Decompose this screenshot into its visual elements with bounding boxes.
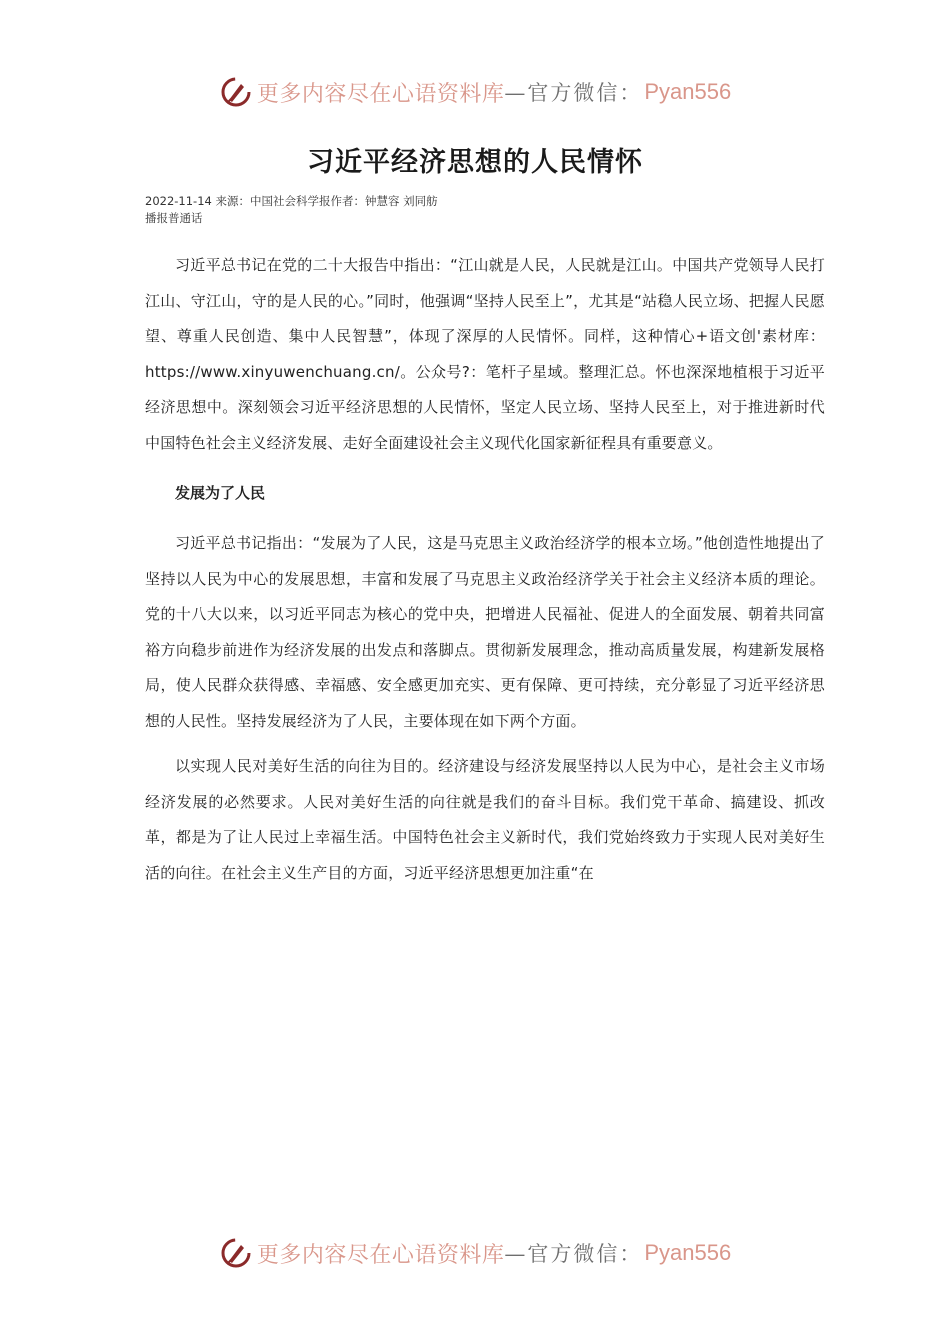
banner-wechat-id: Pyan556 [644,79,732,104]
header-banner [0,70,950,114]
article-source-line: 2022-11-14 来源：中国社会科学报作者：钟慧容 刘同舫 [145,194,438,208]
intro-paragraph: 习近平总书记在党的二十大报告中指出：“江山就是人民，人民就是江山。中国共产党领导人民打江山、守江山，守的是人民的心。”同时，他强调“坚持人民至上”，尤其是“站稳人民立场、把握人民愿望、尊重人民创造、集中人民智慧”，体现了深厚的人民情怀。同样，这种情心+语文创'素材库：https://www.xinyuwenchuang.cn/。公众号?：笔杆子星域。整理汇总。怀也深深地植根于习近平经济思想中。深刻领会习近平经济思想的人民情怀，坚定人民立场、坚持人民至上，对于推进新时代中国特色社会主义经济发展、走好全面建设社会主义现代化国家新征程具有重要意义。 [145,256,825,452]
quill-pen-logo-icon [219,75,253,109]
broadcast-mandarin-link[interactable]: 播报普通话 [145,211,203,225]
section-heading: 发展为了人民 [175,484,266,502]
quill-pen-logo-icon [219,1236,253,1270]
article-title: 习近平经济思想的人民情怀 [307,147,643,178]
section-paragraph: 习近平总书记指出：“发展为了人民，这是马克思主义政治经济学的根本立场。”他创造性地提出了坚持以人民为中心的发展思想，丰富和发展了马克思主义政治经济学关于社会主义经济本质的理论。党的十八大以来，以习近平同志为核心的党中央，把增进人民福祉、促进人的全面发展、朝着共同富裕方向稳步前进作为经济发展的出发点和落脚点。贯彻新发展理念，推动高质量发展，构建新发展格局，使人民群众获得感、幸福感、安全感更加充实、更有保障、更可持续，充分彰显了习近平经济思想的人民性。坚持发展经济为了人民，主要体现在如下两个方面。 [145,534,825,730]
footer-banner [0,1231,950,1275]
article-meta [145,193,438,227]
banner-text-wechat-label: —官方微信： [504,1242,643,1266]
banner-text-library: 更多内容尽在心语资料库 [256,81,505,107]
banner-text-library: 更多内容尽在心语资料库 [256,1242,505,1268]
section-paragraph: 以实现人民对美好生活的向往为目的。经济建设与经济发展坚持以人民为中心，是社会主义市场经济发展的必然要求。人民对美好生活的向往就是我们的奋斗目标。我们党干革命、搞建设、抓改革，都是为了让人民过上幸福生活。中国特色社会主义新时代，我们党始终致力于实现人民对美好生活的向往。在社会主义生产目的方面，习近平经济思想更加注重“在 [145,757,825,882]
banner-text-wechat-label: —官方微信： [504,81,643,105]
banner-wechat-id: Pyan556 [644,1240,732,1265]
article-body [145,248,825,891]
